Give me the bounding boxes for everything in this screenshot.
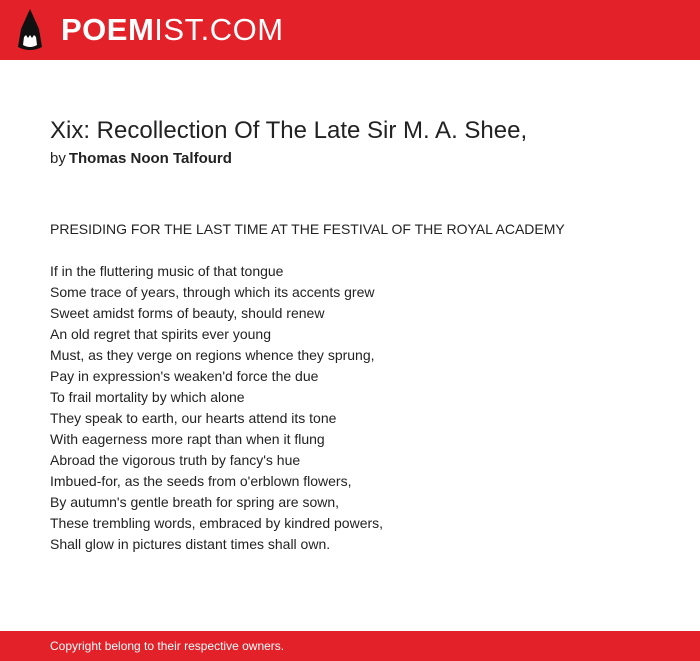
poem-line: These trembling words, embraced by kindred powers, <box>50 515 384 531</box>
poem-line: To frail mortality by which alone <box>50 389 245 405</box>
poem-line: Sweet amidst forms of beauty, should renew <box>50 305 325 321</box>
poem-line: Some trace of years, through which its accents grew <box>50 284 375 300</box>
poem-line: Must, as they verge on regions whence they sprung, <box>50 347 375 363</box>
poem-subtitle: PRESIDING FOR THE LAST TIME AT THE FESTIVAL OF THE ROYAL ACADEMY <box>50 221 565 237</box>
copyright-text: Copyright belong to their respective owners. <box>50 639 285 653</box>
poem-body <box>50 261 383 555</box>
site-footer <box>0 631 700 661</box>
logo-text-light: IST.COM <box>154 12 284 47</box>
poem-line: Shall glow in pictures distant times shall own. <box>50 536 331 552</box>
poem-line: They speak to earth, our hearts attend its tone <box>50 410 337 426</box>
poem-line: Abroad the vigorous truth by fancy's hue <box>50 452 301 468</box>
poem-line: Imbued-for, as the seeds from o'erblown flowers, <box>50 473 352 489</box>
poem-line: By autumn's gentle breath for spring are sown, <box>50 494 340 510</box>
logo-text-strong: POEM <box>61 12 155 47</box>
poem-line: If in the fluttering music of that tongue <box>50 263 284 279</box>
poem-line: An old regret that spirits ever young <box>50 326 272 342</box>
site-logo[interactable] <box>61 11 284 49</box>
by-label: by <box>50 150 66 167</box>
poem-byline <box>50 149 232 169</box>
poem-title: Xix: Recollection Of The Late Sir M. A. Shee, <box>50 117 528 144</box>
author-name[interactable]: Thomas Noon Talfourd <box>68 150 232 167</box>
site-header <box>0 0 700 60</box>
poem-line: Pay in expression's weaken'd force the due <box>50 368 319 384</box>
poem-line: With eagerness more rapt than when it flung <box>50 431 325 447</box>
pencil-icon[interactable] <box>17 9 43 51</box>
